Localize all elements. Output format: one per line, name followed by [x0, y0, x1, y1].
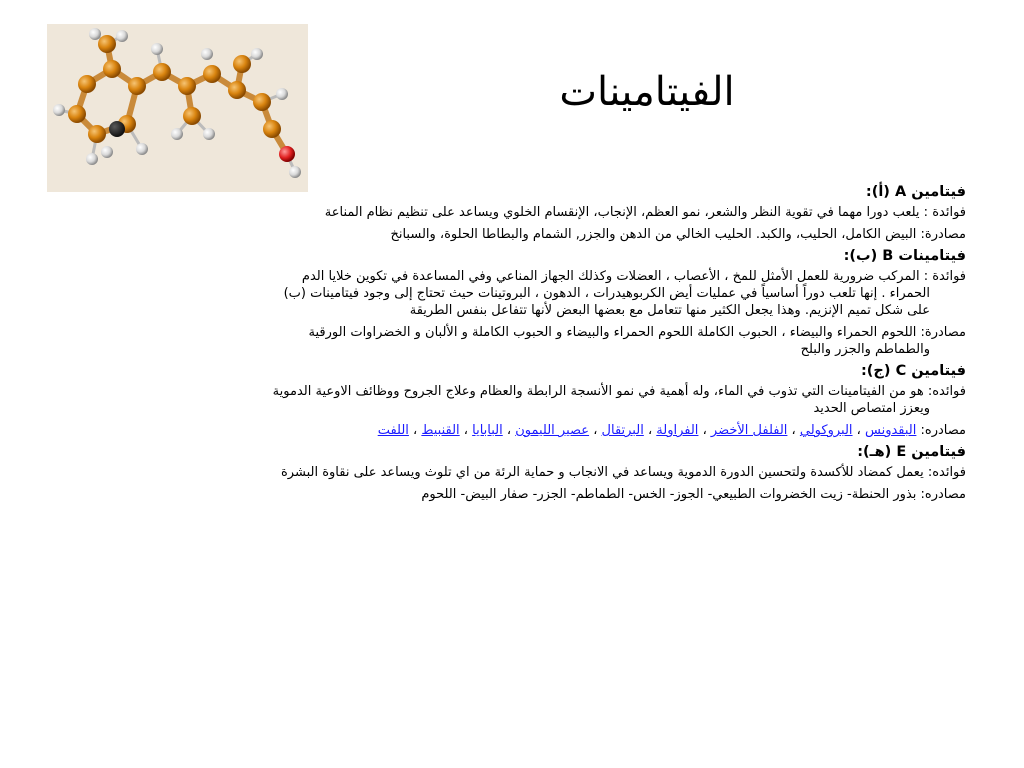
separator: ، [787, 423, 800, 438]
separator: ، [589, 423, 602, 438]
source-link-papaya[interactable]: البابايا [472, 423, 503, 438]
text-line: فوائدة : المركب ضرورية للعمل الأمثل للمخ ، الأعصاب ، العضلات وكذلك الجهاز المناعي وفي المساعدة في تكوين خلايا الدم [301, 269, 966, 284]
separator: ، [698, 423, 711, 438]
source-link-lemon-juice[interactable]: عصير الليمون [515, 423, 590, 438]
text-line: فوائدة : يلعب دورا مهما في تقوية النظر والشعر، نمو العظم، الإنجاب، الإنقسام الخلوي ويساعد على تنظيم نظام المناعة [324, 205, 966, 220]
separator: ، [459, 423, 473, 438]
separator: ، [643, 423, 657, 438]
source-link-cauliflower[interactable]: القنبيط [421, 423, 460, 438]
section-heading-vitamin-e: فيتامين E (هـ): [857, 444, 966, 460]
molecule-image [47, 24, 308, 192]
page-title: الفيتامينات [559, 69, 735, 115]
separator: ، [502, 423, 516, 438]
text-line: مصادره: بذور الحنطة- زيت الخضروات الطبيعي- الجوز- الخس- الطماطم- الجزر- صفار البيض- اللحوم [421, 487, 966, 502]
source-link-strawberry[interactable]: الفراولة [656, 423, 699, 438]
text-line: مصادرة: البيض الكامل، الحليب، والكبد. الحليب الخالي من الدهن والجزر, الشمام والبطاطا الحلوة، والسبانخ [390, 227, 966, 242]
separator: ، [852, 423, 866, 438]
benefit-paragraph [70, 383, 966, 417]
sources-paragraph [70, 486, 966, 503]
text-line: الحمراء . إنها تلعب دوراً أساسياً في عمليات أيض الكربوهيدرات ، الدهون ، البروتينات حيث تحتاج إلى وجود فيتامينات (ب) [283, 286, 930, 301]
separator: ، [408, 423, 422, 438]
sources-paragraph [70, 422, 966, 439]
sources-paragraph [70, 226, 966, 243]
benefit-paragraph [70, 464, 966, 481]
section-heading-vitamin-a: فيتامين A (أ): [865, 184, 966, 200]
source-link-orange[interactable]: البرتقال [601, 423, 644, 438]
sources-prefix: مصادره: [920, 423, 966, 438]
source-link-turnip[interactable]: اللفت [377, 423, 409, 438]
text-line: مصادرة: اللحوم الحمراء والبيضاء ، الحبوب الكاملة اللحوم الحمراء والبيضاء و الحبوب الكاملة و الألبان و الخضراوات الورقية [308, 325, 966, 340]
source-link-green-pepper[interactable]: الفلفل الأخضر [710, 423, 788, 438]
text-line: على شكل تميم الإنزيم. وهذا يجعل الكثير منها تتعامل مع بعضها البعض لأنها تتفاعل بنفس الطريقة [409, 303, 930, 318]
molecule-model-icon [47, 24, 308, 192]
sources-paragraph [70, 324, 966, 358]
text-line: والطماطم والجزر والبلح [800, 342, 930, 357]
section-heading-vitamin-b: فيتامينات B (ب): [843, 248, 966, 264]
source-link-broccoli[interactable]: البروكولي [799, 423, 853, 438]
text-line: فوائده: يعمل كمضاد للأكسدة ولتحسين الدورة الدموية ويساعد في الانجاب و حماية الرئة من اي تلوث ويساعد على نقاوة البشرة [280, 465, 966, 480]
text-line: ويعزز امتصاص الحديد [813, 401, 930, 416]
benefit-paragraph [70, 204, 966, 221]
content-body [70, 182, 966, 508]
section-heading-vitamin-c: فيتامين C (ج): [861, 363, 966, 379]
source-link-parsley[interactable]: البقدونس [865, 423, 917, 438]
benefit-paragraph [70, 268, 966, 319]
text-line: فوائده: هو من الفيتامينات التي تذوب في الماء، وله أهمية في نمو الأنسجة الرابطة والعظام وعلاج الجروح ووظائف الاوعية الدموية [272, 384, 966, 399]
